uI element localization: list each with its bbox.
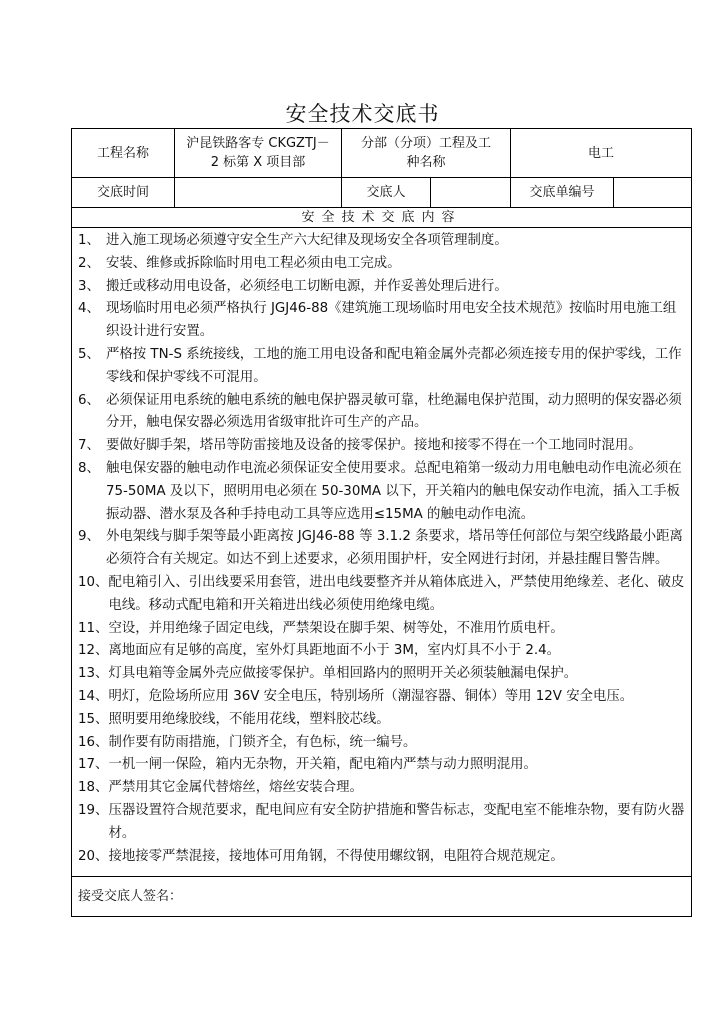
item-number: 3、	[78, 278, 100, 294]
list-item	[78, 777, 685, 800]
list-item	[78, 458, 685, 526]
item-number: 4、	[78, 301, 100, 317]
item-number: 18、	[78, 780, 109, 796]
list-item	[78, 253, 685, 276]
list-item	[78, 230, 685, 253]
content-cell	[72, 228, 692, 877]
item-number: 12、	[78, 643, 109, 659]
handover-time-value	[175, 178, 342, 208]
subproject-label	[342, 129, 511, 178]
item-number: 14、	[78, 688, 109, 704]
item-text: 明灯，危险场所应用 36V 安全电压，特别场所（潮湿容器、铜体）等用 12V 安全电压。	[108, 688, 634, 704]
item-number: 5、	[78, 346, 100, 362]
item-text: 严格按 TN-S 系统接线，工地的施工用电设备和配电箱金属外壳都必须连接专用的保护零线，工作零线和保护零线不可混用。	[106, 346, 682, 385]
list-item	[78, 800, 685, 846]
list-item	[78, 709, 685, 732]
item-number: 9、	[78, 529, 100, 545]
item-text: 现场临时用电必须严格执行 JGJ46-88《建筑施工现场临时用电安全技术规范》按临时用电施工组织设计进行安置。	[106, 301, 677, 340]
list-item	[78, 732, 685, 755]
subproject-label-line-1: 分部（分项）工程及工	[361, 136, 492, 151]
list-item	[78, 686, 685, 709]
list-item	[78, 572, 685, 618]
item-number: 10、	[78, 574, 109, 590]
handover-time-label: 交底时间	[72, 178, 175, 208]
handover-number-label: 交底单编号	[511, 178, 614, 208]
item-number: 7、	[78, 438, 100, 454]
item-number: 15、	[78, 711, 109, 727]
item-text: 压器设置符合规范要求，配电间应有安全防护措施和警告标志，变配电室不能堆杂物，要有防火器材。	[108, 802, 685, 841]
item-text: 搬迁或移动用电设备，必须经电工切断电源，并作妥善处理后进行。	[106, 278, 508, 294]
item-text: 要做好脚手架，塔吊等防雷接地及设备的接零保护。接地和接零不得在一个工地同时混用。	[106, 438, 642, 454]
item-number: 6、	[78, 392, 100, 408]
item-text: 一机一闸一保险，箱内无杂物，开关箱，配电箱内严禁与动力照明混用。	[108, 757, 537, 773]
list-item	[78, 435, 685, 458]
project-name-line-1: 沪昆铁路客专 CKGZTJ－	[186, 136, 330, 151]
item-text: 制作要有防雨措施，门锁齐全，有色标，统一编号。	[108, 734, 417, 750]
section-title: 安全技术交底内容	[72, 208, 692, 228]
list-item	[78, 298, 685, 344]
list-item	[78, 390, 685, 436]
item-number: 11、	[78, 620, 109, 636]
item-number: 8、	[78, 460, 100, 476]
item-text: 照明要用绝缘胶线，不能用花线，塑料胶芯线。	[108, 711, 390, 727]
item-text: 离地面应有足够的高度，室外灯具距地面不小于 3M，室内灯具不小于 2.4。	[108, 643, 561, 659]
item-text: 灯具电箱等金属外壳应做接零保护。单相回路内的照明开关必须装触漏电保护。	[108, 666, 578, 682]
item-text: 外电架线与脚手架等最小距离按 JGJ46-88 等 3.1.2 条要求，塔吊等任何部位与架空线路最小距离必须符合有关规定。如达不到上述要求，必须用围护杆，安全网进行封闭，并悬挂醒目警告牌。	[106, 529, 683, 568]
list-item	[78, 276, 685, 299]
item-number: 13、	[78, 666, 109, 682]
item-number: 17、	[78, 757, 109, 773]
list-item	[78, 663, 685, 686]
item-text: 安装、维修或拆除临时用电工程必须由电工完成。	[106, 255, 401, 271]
item-text: 进入施工现场必须遵守安全生产六大纪律及现场安全各项管理制度。	[106, 233, 508, 248]
subproject-label-line-2: 种名称	[406, 155, 446, 170]
signature-field: 接受交底人签名：	[72, 877, 692, 917]
handover-person-label: 交底人	[342, 178, 431, 208]
list-item	[78, 618, 685, 641]
project-name-line-2: 2 标第 X 项目部	[210, 155, 306, 170]
item-number: 20、	[78, 848, 109, 864]
list-item	[78, 344, 685, 390]
list-item	[78, 640, 685, 663]
item-text: 触电保安器的触电动作电流必须保证安全使用要求。总配电箱第一级动力用电触电动作电流必须在 75-50MA 及以下，照明用电必须在 50-30MA 以下，开关箱内的触电保安动作电流，插入工手板振动器、潜水泵及各种手持电动工具等应选用≤15MA 的触电动作电流。	[106, 460, 682, 522]
document-title: 安全技术交底书	[285, 102, 440, 126]
handover-person-value	[431, 178, 511, 208]
item-number: 16、	[78, 734, 109, 750]
project-name-value	[175, 129, 342, 178]
item-number: 1、	[78, 233, 100, 248]
handover-number-value	[614, 178, 692, 208]
item-text: 严禁用其它金属代替熔丝，熔丝安装合理。	[108, 780, 363, 796]
item-number: 2、	[78, 255, 100, 271]
item-text: 配电箱引入、引出线要采用套管，进出电线要整齐并从箱体底进入，严禁使用绝缘差、老化、破皮电线。移动式配电箱和开关箱进出线必须使用绝缘电缆。	[108, 574, 685, 613]
safety-items-list	[78, 230, 685, 868]
project-name-label: 工程名称	[72, 129, 175, 178]
item-text: 空设，并用绝缘子固定电线，严禁架设在脚手架、树等处，不准用竹质电杆。	[108, 620, 564, 636]
list-item	[78, 846, 685, 869]
item-number: 19、	[78, 802, 109, 818]
handover-table	[71, 128, 692, 917]
subproject-value: 电工	[511, 129, 692, 178]
item-text: 接地接零严禁混接，接地体可用角钢，不得使用螺纹钢，电阻符合规范规定。	[108, 848, 564, 864]
item-text: 必须保证用电系统的触电系统的触电保护器灵敏可靠，杜绝漏电保护范围，动力照明的保安器必须分开，触电保安器必须选用省级审批许可生产的产品。	[106, 392, 682, 431]
list-item	[78, 526, 685, 572]
list-item	[78, 754, 685, 777]
